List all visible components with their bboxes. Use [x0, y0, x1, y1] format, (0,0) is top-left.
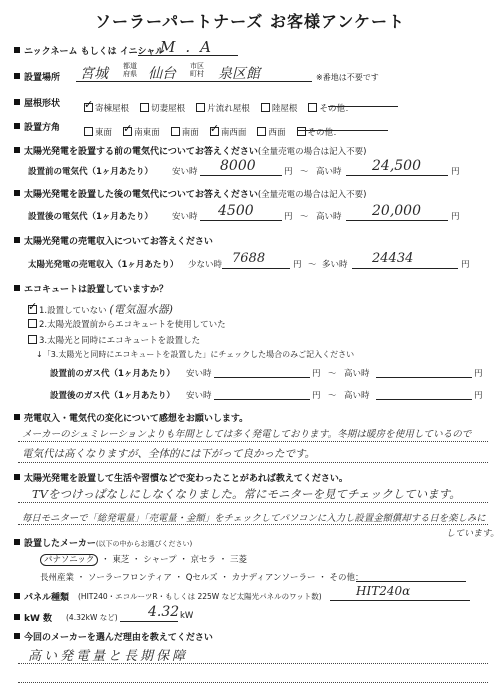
lifestyle-line-1[interactable]: TVをつけっぱなしにしなくなりました。常にモニターを見てチェックしています。: [32, 487, 461, 501]
ecocute-question: [14, 282, 168, 295]
ecocute-instruction: ↓「3.太陽光と同時にエコキュートを設置した」にチェックした場合のみご記入ください: [36, 350, 355, 359]
maker-sep: ・: [220, 573, 232, 583]
bullet-square-icon: [14, 414, 20, 420]
bullet-square-icon: [14, 539, 20, 545]
direction-option-label: 南西面: [220, 128, 247, 138]
maker-sep: ・: [179, 555, 191, 565]
bullet-square-icon: [14, 593, 20, 599]
impression-line-1[interactable]: メーカーのシュミレーションよりも年間としては多く発電しております。冬期は暖房を使用しているので: [22, 429, 472, 440]
kw-underline: [120, 621, 178, 622]
nickname-label: ニックネーム もしくは イニシャル: [24, 47, 165, 57]
roof-label: 屋根形状: [24, 99, 61, 109]
checkbox-icon[interactable]: [28, 319, 37, 328]
checkbox-icon[interactable]: [261, 103, 270, 112]
nickname-value[interactable]: M.A: [160, 38, 221, 56]
maker-option-kyocera[interactable]: 京セラ: [190, 555, 217, 565]
maker-option-q-cells[interactable]: Qセルズ: [185, 573, 218, 583]
location-prefecture[interactable]: 宮城: [80, 66, 108, 82]
elec-after-high-label: 高い時: [316, 212, 342, 222]
direction-question: [14, 120, 60, 133]
sell-income-low-underline: [222, 268, 290, 269]
elec-before-low-underline: [200, 175, 282, 176]
checkbox-icon[interactable]: [123, 127, 132, 136]
kw-note: (4.32kW など): [66, 613, 118, 622]
elec-after-low-underline: [200, 220, 282, 221]
bullet-square-icon: [14, 633, 20, 639]
elec-before-heading-note: (全量売電の場合は記入不要): [257, 147, 367, 157]
panel-value[interactable]: HIT240α: [356, 584, 411, 598]
direction-option-other[interactable]: [297, 126, 342, 138]
bullet-square-icon: [14, 47, 20, 53]
roof-option-other[interactable]: [308, 102, 353, 114]
elec-after-heading-note: (全量売電の場合は記入不要): [257, 190, 367, 200]
page-title: ソーラーパートナーズ お客様アンケート: [94, 12, 405, 31]
gas-after-high-label: 高い時: [344, 391, 370, 401]
elec-before-high-label: 高い時: [316, 167, 342, 177]
elec-after-heading: 太陽光発電を設置した後の電気代についてお答えください: [24, 190, 258, 200]
direction-option-label: 南東面: [134, 128, 160, 138]
elec-before-high-underline: [346, 175, 448, 176]
kw-unit: kW: [180, 611, 194, 621]
roof-option-label: 陸屋根: [271, 104, 298, 114]
elec-before-yen1: 円: [284, 167, 293, 177]
bullet-square-icon: [14, 237, 20, 243]
elec-after-question: [14, 187, 366, 200]
gas-after-yen1: 円: [312, 391, 321, 401]
direction-option-label: 南面: [181, 128, 199, 138]
maker-sep: ・: [318, 573, 330, 583]
elec-before-low-value[interactable]: 8000: [220, 158, 256, 174]
elec-after-high-value[interactable]: 20,000: [372, 203, 421, 219]
direction-option-west[interactable]: [257, 126, 285, 138]
checkbox-icon[interactable]: [140, 103, 149, 112]
roof-option-gable[interactable]: [140, 102, 185, 114]
roof-option-flat[interactable]: [261, 102, 298, 114]
maker-option-panasonic[interactable]: パナソニック: [40, 554, 98, 566]
elec-before-low-label: 安い時: [172, 167, 198, 177]
bullet-square-icon: [14, 99, 20, 105]
panel-label: パネル種類: [24, 593, 70, 603]
direction-option-label: その他：: [307, 128, 342, 138]
elec-after-low-label: 安い時: [172, 212, 198, 222]
gas-after-low-underline[interactable]: [214, 399, 310, 400]
city-suffix-bottom: 町村: [190, 70, 204, 78]
direction-option-southeast[interactable]: [123, 126, 160, 138]
elec-after-yen1: 円: [284, 212, 293, 222]
maker-option-sharp[interactable]: シャープ: [143, 555, 177, 565]
elec-before-label: 設置前の電気代（1ヶ月あたり）: [28, 167, 153, 177]
direction-option-label: 西面: [268, 128, 286, 138]
sell-income-question: [14, 234, 213, 247]
reason-question: [14, 630, 213, 643]
maker-question: [14, 536, 192, 549]
checkbox-icon[interactable]: [28, 305, 37, 314]
bullet-square-icon: [14, 123, 20, 129]
ecocute-heading: エコキュートは設置していますか？: [24, 285, 169, 295]
direction-option-label: 東面: [95, 128, 113, 138]
kw-value[interactable]: 4.32: [148, 604, 180, 620]
reason-ruled-line: [18, 663, 488, 664]
gas-before-label: 設置前のガス代（1ヶ月あたり）: [50, 369, 175, 379]
sell-income-heading: 太陽光発電の売電収入についてお答えください: [24, 237, 213, 247]
maker-option-toshiba[interactable]: 東芝: [112, 555, 130, 565]
maker-sep: ・: [101, 555, 113, 565]
impression-question: [14, 411, 248, 424]
sell-income-low-label: 少ない時: [188, 260, 223, 270]
direction-other-underline: [298, 130, 388, 131]
gas-before-yen2: 円: [474, 369, 483, 379]
gas-before-high-underline[interactable]: [376, 377, 472, 378]
sell-income-tilde: ～: [308, 260, 317, 270]
roof-question: [14, 96, 60, 109]
location-ward[interactable]: 泉区館: [218, 66, 260, 82]
gas-before-high-label: 高い時: [344, 369, 370, 379]
gas-before-yen1: 円: [312, 369, 321, 379]
location-underline: [76, 81, 312, 82]
roof-option-label: その他：: [319, 104, 354, 114]
maker-option-solar-frontier[interactable]: ソーラーフロンティア: [87, 573, 172, 583]
gas-after-yen2: 円: [474, 391, 483, 401]
location-question: [14, 70, 60, 83]
gas-after-label: 設置後のガス代（1ヶ月あたり）: [50, 391, 175, 401]
reason-ruled-line: [18, 682, 488, 683]
location-label: 設置場所: [24, 73, 61, 83]
elec-before-question: [14, 144, 366, 157]
impression-heading: 売電収入・電気代の変化について感想をお願いします。: [24, 414, 249, 424]
maker-sep: ・: [76, 573, 88, 583]
maker-sep: ・: [132, 555, 144, 565]
maker-option-mitsubishi[interactable]: 三菱: [229, 555, 247, 565]
elec-before-high-value[interactable]: 24,500: [372, 158, 421, 174]
checkbox-icon[interactable]: [196, 103, 205, 112]
reason-heading: 今回のメーカーを選んだ理由を教えてください: [24, 633, 213, 643]
gas-after-tilde: ～: [328, 391, 337, 401]
maker-heading: 設置したメーカー: [24, 539, 96, 549]
elec-after-low-value[interactable]: 4500: [218, 203, 254, 219]
elec-after-high-underline: [346, 220, 448, 221]
panel-note: (HIT240・エコルーツR・もしくは 225W など太陽光パネルのワット数): [78, 592, 322, 601]
checkbox-icon[interactable]: [297, 127, 306, 136]
bullet-square-icon: [14, 147, 20, 153]
maker-sep: ・: [174, 573, 186, 583]
ecocute-option-3[interactable]: [28, 334, 200, 346]
elec-after-yen2: 円: [451, 212, 460, 222]
roof-option-label: 切妻屋根: [151, 104, 186, 114]
pref-suffix-top: 都道: [123, 62, 137, 70]
checkbox-icon[interactable]: [84, 127, 93, 136]
bullet-square-icon: [14, 190, 20, 196]
direction-option-southwest[interactable]: [210, 126, 247, 138]
ecocute-option-1-label: 1.設置していない: [39, 306, 107, 316]
maker-option-other[interactable]: その他：: [329, 573, 364, 583]
sell-income-yen1: 円: [293, 260, 302, 270]
lifestyle-question: [14, 471, 348, 484]
pref-suffix: [123, 62, 137, 78]
gas-before-low-underline[interactable]: [214, 377, 310, 378]
elec-before-tilde: ～: [300, 167, 309, 177]
roof-option-label: 片流れ屋根: [207, 104, 250, 114]
maker-heading-note: (以下の中からお選びください): [95, 540, 193, 548]
reason-value[interactable]: 高い発電量と長期保障: [28, 649, 189, 664]
pref-suffix-bottom: 府県: [123, 70, 137, 78]
lifestyle-line-3[interactable]: しています。: [446, 529, 500, 539]
gas-before-low-label: 安い時: [186, 369, 212, 379]
location-city[interactable]: 仙台: [148, 66, 176, 82]
roof-options: [84, 96, 359, 115]
impression-ruled-line: [18, 441, 488, 442]
city-suffix-top: 市区: [190, 62, 204, 70]
maker-other-underline: [356, 581, 466, 582]
bullet-square-icon: [14, 285, 20, 291]
checkbox-icon[interactable]: [257, 127, 266, 136]
sell-income-yen2: 円: [461, 260, 470, 270]
elec-after-label: 設置後の電気代（1ヶ月あたり）: [28, 212, 153, 222]
direction-label: 設置方角: [24, 123, 61, 133]
roof-option-shed[interactable]: [196, 102, 250, 114]
city-suffix: [190, 62, 204, 78]
maker-row-1: [40, 553, 247, 565]
panel-question: [14, 590, 69, 603]
bullet-square-icon: [14, 614, 20, 620]
sell-income-high-underline: [352, 268, 458, 269]
roof-other-underline: [328, 106, 398, 107]
lifestyle-ruled-line: [18, 502, 488, 503]
maker-sep: ・: [218, 555, 230, 565]
nickname-underline: [138, 55, 238, 56]
ecocute-option-3-label: 3.太陽光と同時にエコキュートを設置した: [39, 336, 201, 346]
lifestyle-line-2[interactable]: 毎日モニターで「総発電量」「売電量・金額」をチェックしてパソコンに入力し設置金額償却する日を楽しみに: [22, 513, 486, 524]
gas-before-tilde: ～: [328, 369, 337, 379]
roof-option-hip[interactable]: [84, 102, 129, 114]
sell-income-low-value[interactable]: 7688: [232, 251, 266, 266]
checkbox-icon[interactable]: [308, 103, 317, 112]
direction-option-south[interactable]: [171, 126, 199, 138]
bullet-square-icon: [14, 474, 20, 480]
maker-row-2: [40, 571, 363, 583]
kw-question: [14, 611, 52, 624]
gas-after-low-label: 安い時: [186, 391, 212, 401]
roof-option-label: 寄棟屋根: [95, 104, 130, 114]
lifestyle-ruled-line: [18, 524, 488, 525]
lifestyle-heading: 太陽光発電を設置して生活や習慣などで変わったことがあれば教えてください。: [24, 474, 348, 484]
maker-option-choshu[interactable]: 長州産業: [40, 573, 75, 583]
ecocute-option-2-label: 2.太陽光設置前からエコキュートを使用していた: [39, 320, 226, 330]
ecocute-option-1-note[interactable]: (電気温水器): [109, 303, 173, 316]
gas-after-high-underline[interactable]: [376, 399, 472, 400]
sell-income-high-label: 多い時: [322, 260, 348, 270]
elec-before-heading: 太陽光発電を設置する前の電気代についてお答えください: [24, 147, 258, 157]
kw-label: kW 数: [24, 614, 53, 624]
checkbox-icon[interactable]: [28, 335, 37, 344]
elec-after-tilde: ～: [300, 212, 309, 222]
ecocute-option-2[interactable]: [28, 318, 226, 330]
impression-line-2[interactable]: 電気代は高くなりますが、全体的には下がって良かったです。: [22, 448, 316, 460]
panel-underline: [330, 600, 470, 601]
elec-before-yen2: 円: [451, 167, 460, 177]
ecocute-option-1[interactable]: [28, 301, 173, 317]
location-note: ※番地は不要です: [316, 73, 379, 82]
checkbox-icon[interactable]: [84, 103, 93, 112]
checkbox-icon[interactable]: [210, 127, 219, 136]
maker-option-canadian-solar[interactable]: カナディアンソーラー: [231, 573, 316, 583]
impression-ruled-line: [18, 462, 488, 463]
sell-income-high-value[interactable]: 24434: [372, 251, 414, 266]
sell-income-label: 太陽光発電の売電収入（1ヶ月あたり）: [28, 260, 179, 270]
checkbox-icon[interactable]: [171, 127, 180, 136]
direction-option-east[interactable]: [84, 126, 112, 138]
bullet-square-icon: [14, 73, 20, 79]
